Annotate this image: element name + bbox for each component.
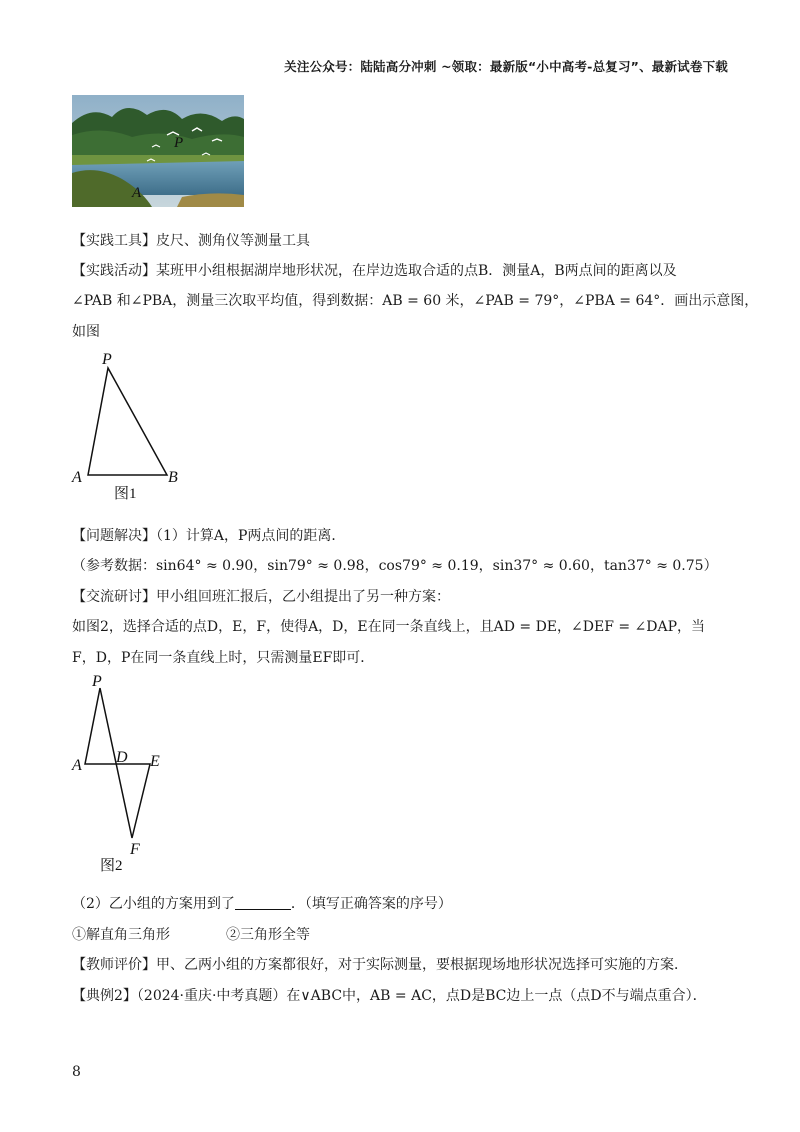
fig2-label-d: D [116,749,128,766]
fig1-label-a: A [72,469,82,486]
question-2-text: （2）乙小组的方案用到了 [72,896,235,912]
fig2-label-e: E [150,753,160,770]
problem-solving-line: 【问题解决】（1）计算A，P两点间的距离． [72,528,346,544]
triangle-pab [88,368,167,475]
practice-tools-line: 【实践工具】皮尺、测角仪等测量工具 [72,233,310,249]
page-number: 8 [72,1064,81,1080]
lake-photo-image [72,95,244,207]
photo-label-a: A [132,185,142,201]
reference-data-line: （参考数据：sin64° ≈ 0.90，sin79° ≈ 0.98，cos79° ≈ 0.19，sin37° ≈ 0.60，tan37° ≈ 0.75） [72,558,718,574]
photo-label-p: P [174,135,184,151]
plan-line-1: 如图2，选择合适的点D，E，F，使得A，D，E在同一条直线上，且AD = DE，∠DEF = ∠DAP，当 [72,619,706,635]
practice-activity-line-1: 【实践活动】某班甲小组根据湖岸地形状况，在岸边选取合适的点B．测量A，B两点间的距离以及 [72,263,677,279]
fig1-label-p: P [102,351,112,368]
page-header: 关注公众号：陆陆高分冲刺 ~领取：最新版“小中高考-总复习”、最新试卷下载 [284,59,728,74]
plan-line-2: F，D，P在同一条直线上时，只需测量EF即可． [72,650,375,666]
figure-1 [60,340,200,515]
fig2-label-f: F [130,841,140,858]
question-2-line [72,894,452,914]
question-2-hint: ．（填写正确答案的序号） [290,896,452,912]
figure-2 [60,670,190,880]
practice-activity-line-3: 如图 [72,324,100,340]
fig2-label-a: A [72,757,82,774]
options-line [72,925,310,945]
practice-activity-line-2: ∠PAB 和∠PBA，测量三次取平均值，得到数据：AB = 60 米，∠PAB = 79°，∠PBA = 64°．画出示意图， [72,293,759,309]
fig1-caption: 图1 [114,486,137,502]
fig1-label-b: B [168,469,178,486]
option-2: ②三角形全等 [226,927,310,943]
exchange-line: 【交流研讨】甲小组回班汇报后，乙小组提出了另一种方案： [72,589,450,605]
lake-photo [72,95,244,207]
fig2-caption: 图2 [100,858,123,874]
teacher-evaluation-line: 【教师评价】甲、乙两小组的方案都很好，对于实际测量，要根据现场地形状况选择可实施的方案． [72,957,688,973]
example-2-line: 【典例2】（2024·重庆·中考真题）在∨ABC中，AB = AC，点D是BC边上一点（点D不与端点重合）． [72,988,707,1004]
option-1: ①解直角三角形 [72,927,170,943]
fig2-label-p: P [92,673,102,690]
answer-blank[interactable] [235,895,291,910]
